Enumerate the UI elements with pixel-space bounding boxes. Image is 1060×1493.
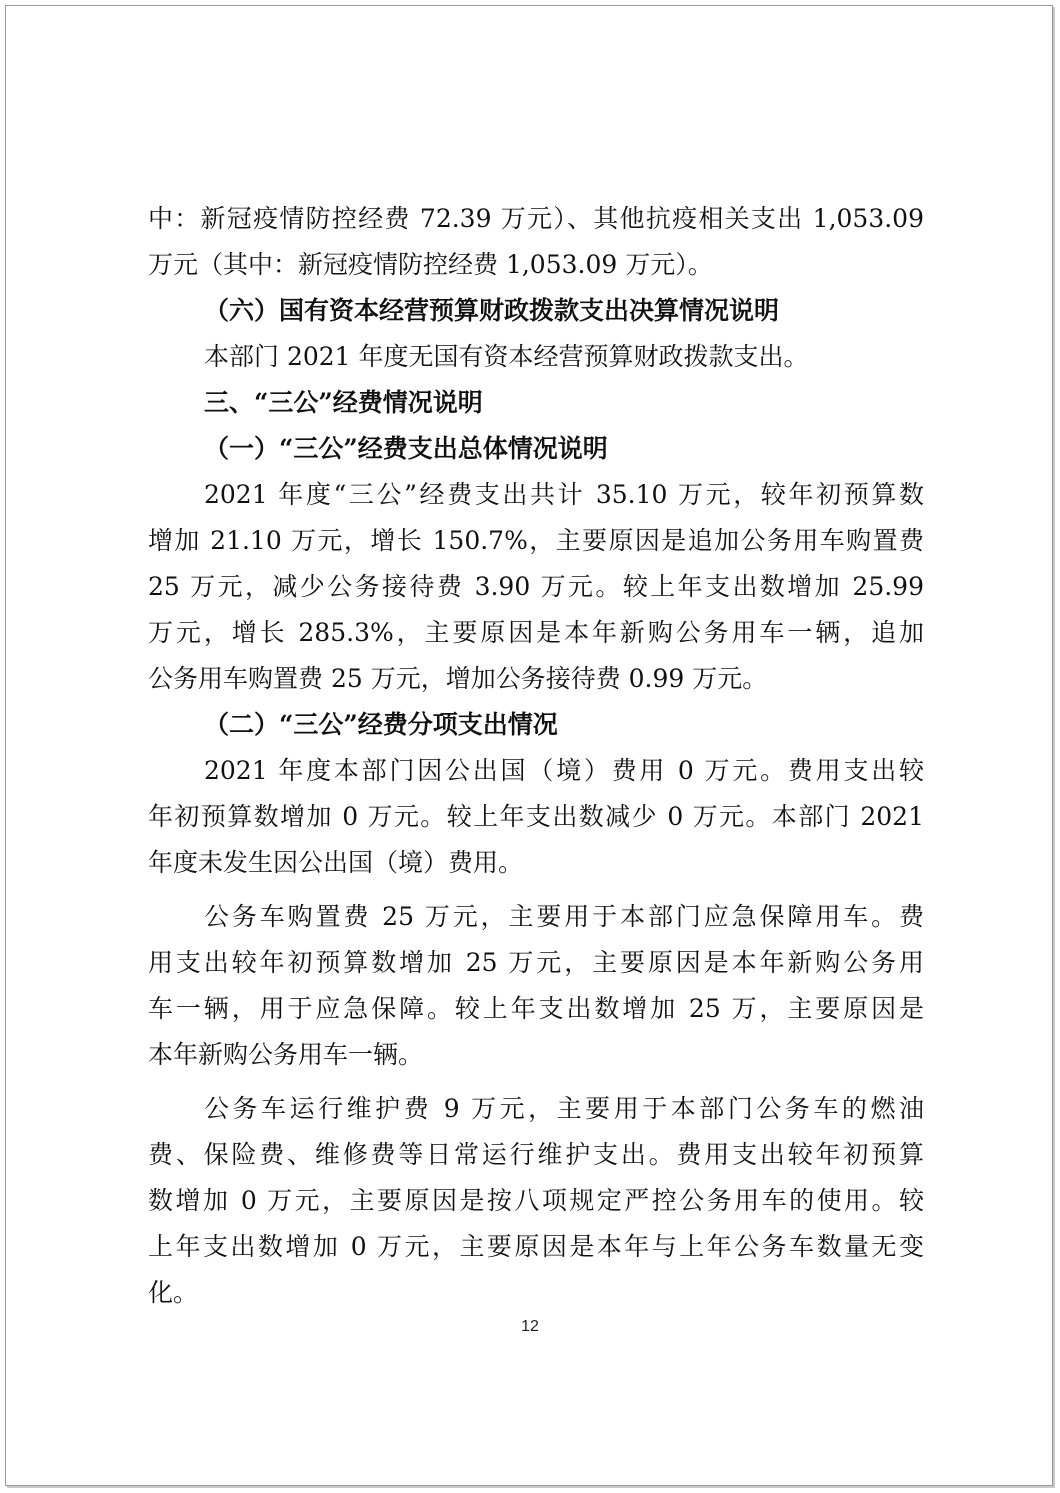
section-heading: （二）“三公”经费分项支出情况: [204, 710, 558, 739]
section-heading: 三、“三公”经费情况说明: [204, 388, 483, 417]
text-line: 中：新冠疫情防控经费 72.39 万元）、其他抗疫相关支出 1,053.09: [148, 204, 924, 233]
text-line: 2021 年度本部门因公出国（境）费用 0 万元。费用支出较: [204, 756, 924, 785]
text-line: 用支出较年初预算数增加 25 万元，主要原因是本年新购公务用: [148, 948, 924, 977]
text-line: 车一辆，用于应急保障。较上年支出数增加 25 万，主要原因是: [148, 994, 924, 1023]
text-line: 化。: [148, 1278, 199, 1307]
text-line: 数增加 0 万元，主要原因是按八项规定严控公务用车的使用。较: [148, 1186, 924, 1215]
text-line: 增加 21.10 万元，增长 150.7%，主要原因是追加公务用车购置费: [148, 526, 924, 555]
section-heading: （六）国有资本经营预算财政拨款支出决算情况说明: [204, 296, 780, 325]
text-line: 万元（其中：新冠疫情防控经费 1,053.09 万元）。: [148, 250, 713, 279]
text-line: 上年支出数增加 0 万元，主要原因是本年与上年公务车数量无变: [148, 1232, 924, 1261]
text-line: 费、保险费、维修费等日常运行维护支出。费用支出较年初预算: [148, 1140, 924, 1169]
text-line: 年初预算数增加 0 万元。较上年支出数减少 0 万元。本部门 2021: [148, 802, 924, 831]
text-line: 公务车购置费 25 万元，主要用于本部门应急保障用车。费: [204, 902, 924, 931]
document-body: [148, 196, 924, 1316]
text-line: 本年新购公务用车一辆。: [148, 1040, 424, 1069]
text-line: 2021 年度“三公”经费支出共计 35.10 万元，较年初预算数: [204, 480, 924, 509]
page-number: 12: [521, 1318, 539, 1335]
text-line: 公务用车购置费 25 万元，增加公务接待费 0.99 万元。: [148, 664, 768, 693]
text-line: 25 万元，减少公务接待费 3.90 万元。较上年支出数增加 25.99: [148, 572, 924, 601]
section-heading: （一）“三公”经费支出总体情况说明: [204, 434, 608, 463]
text-line: 公务车运行维护费 9 万元，主要用于本部门公务车的燃油: [204, 1094, 924, 1123]
text-line: 本部门 2021 年度无国有资本经营预算财政拨款支出。: [204, 342, 809, 371]
text-line: 年度未发生因公出国（境）费用。: [148, 848, 524, 877]
text-line: 万元，增长 285.3%，主要原因是本年新购公务用车一辆，追加: [148, 618, 924, 647]
